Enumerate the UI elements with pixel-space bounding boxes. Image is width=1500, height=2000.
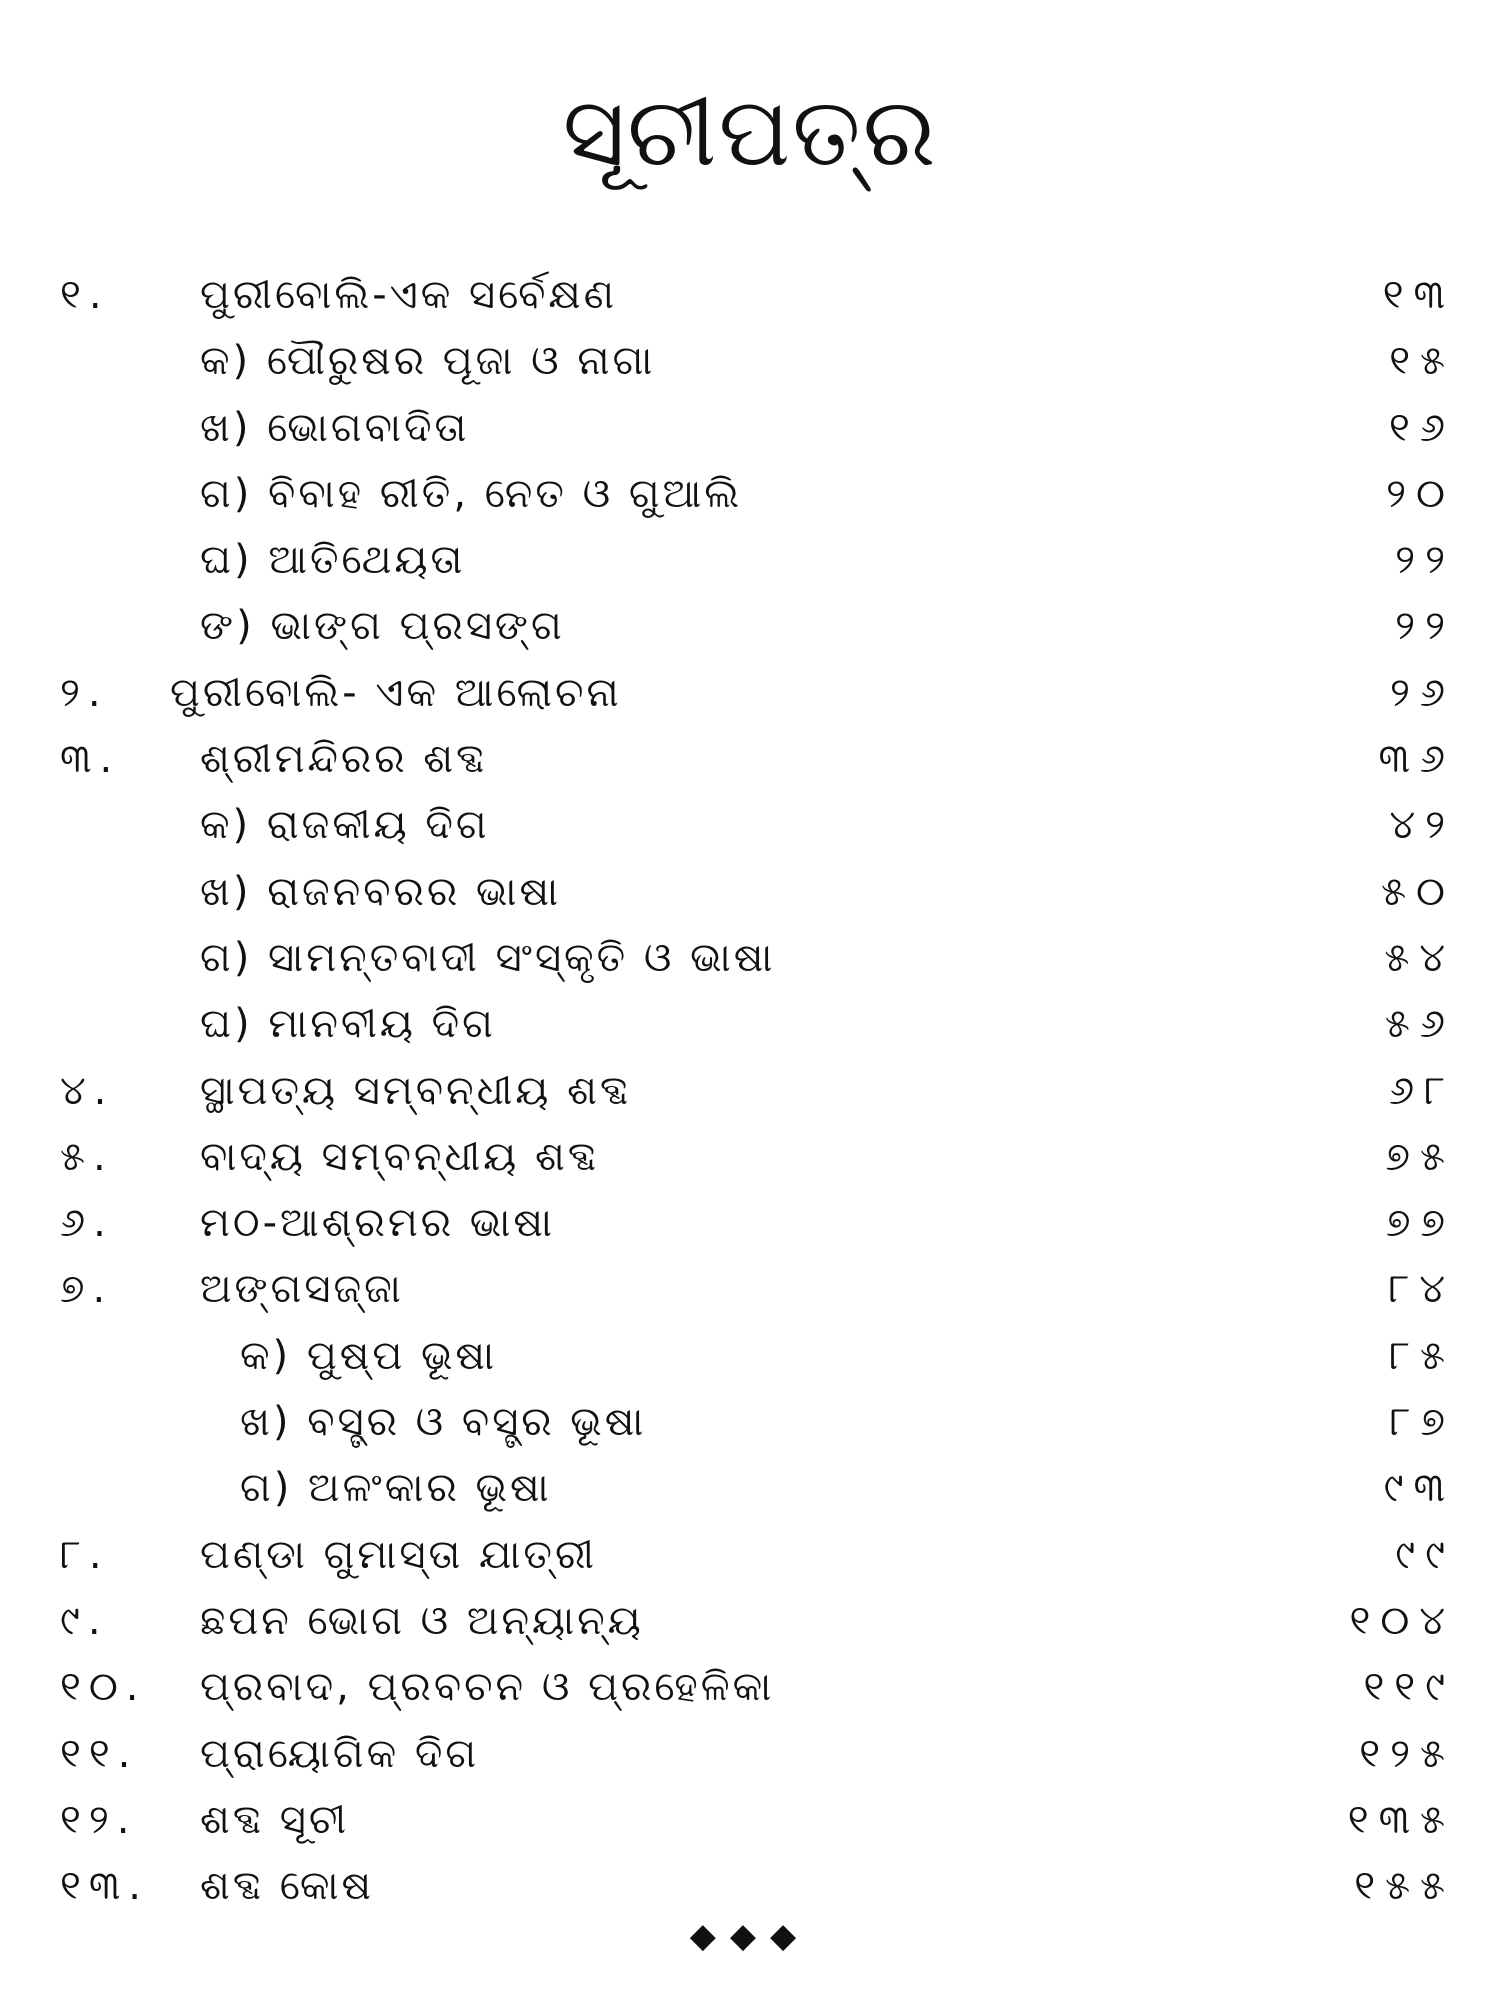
entry-page: ୭୭ bbox=[1386, 1200, 1455, 1247]
entry-number: ୩. bbox=[60, 736, 121, 783]
entry-number: ୪. bbox=[60, 1067, 115, 1114]
entry-page: ୮୭ bbox=[1389, 1399, 1455, 1446]
table-of-contents bbox=[0, 262, 1500, 1919]
entry-number: ୧. bbox=[60, 272, 110, 318]
entry-title: ଶବ୍ଦ ସୂଚୀ bbox=[200, 1796, 350, 1843]
toc-subentry bbox=[0, 1389, 1500, 1455]
toc-subentry bbox=[0, 461, 1500, 527]
entry-page: ୧୩୫ bbox=[1347, 1796, 1455, 1843]
entry-title: ଗ) ଅଳଂକାର ଭୂଷା bbox=[240, 1465, 552, 1512]
entry-page: ୧୨୫ bbox=[1359, 1730, 1455, 1777]
toc-entry-3 bbox=[0, 726, 1500, 792]
entry-title: ପୁରୀବୋଲି- ଏକ ଆଲୋଚନା bbox=[170, 669, 622, 716]
entry-title: ଖ) ରାଜନବରର ଭାଷା bbox=[200, 868, 562, 915]
entry-page: ୮୪ bbox=[1388, 1266, 1455, 1313]
entry-page: ୮୫ bbox=[1389, 1332, 1455, 1379]
entry-title: ମଠ-ଆଶ୍ରମର ଭାଷା bbox=[200, 1200, 556, 1247]
entry-number: ୯. bbox=[60, 1597, 109, 1644]
entry-page: ୧୦୪ bbox=[1349, 1597, 1455, 1644]
entry-title: ଶ୍ରୀମନ୍ଦିରର ଶବ୍ଦ bbox=[200, 736, 488, 783]
toc-subentry bbox=[0, 527, 1500, 593]
entry-number: ୧୩. bbox=[60, 1863, 149, 1910]
entry-title: ଗ) ବିବାହ ରୀତି, ନେତ ଓ ଗୁଆଲି bbox=[200, 470, 743, 517]
entry-title: ପ୍ରବାଦ, ପ୍ରବଚନ ଓ ପ୍ରହେଳିକା bbox=[200, 1664, 775, 1711]
toc-entry-5 bbox=[0, 1124, 1500, 1190]
entry-title: କ) ପୁଷ୍ପ ଭୂଷା bbox=[240, 1332, 498, 1379]
toc-subentry bbox=[0, 1323, 1500, 1389]
entry-number: ୮. bbox=[60, 1531, 110, 1578]
entry-page: ୧୩ bbox=[1382, 272, 1455, 318]
entry-title: ସ୍ଥାପତ୍ୟ ସମ୍ବନ୍ଧୀୟ ଶବ୍ଦ bbox=[200, 1067, 632, 1114]
toc-entry-1 bbox=[0, 262, 1500, 328]
entry-title: ଗ) ସାମନ୍ତବାଦୀ ସଂସ୍କୃତି ଓ ଭାଷା bbox=[200, 934, 776, 981]
toc-subentry bbox=[0, 328, 1500, 394]
entry-title: ଶବ୍ଦ କୋଷ bbox=[200, 1863, 375, 1910]
entry-page: ୭୫ bbox=[1385, 1133, 1455, 1180]
toc-entry-4 bbox=[0, 1058, 1500, 1124]
entry-page: ୨୬ bbox=[1389, 669, 1455, 716]
end-ornament: ◆◆◆ bbox=[689, 1916, 811, 1956]
entry-title: ପୁରୀବୋଲି-ଏକ ସର୍ବେକ୍ଷଣ bbox=[200, 272, 617, 318]
entry-number: ୨. bbox=[60, 669, 109, 716]
toc-subentry bbox=[0, 395, 1500, 461]
toc-subentry bbox=[0, 593, 1500, 659]
entry-title: ପ୍ରାୟୋଗିକ ଦିଗ bbox=[200, 1730, 480, 1777]
entry-title: କ) ପୌରୁଷର ପୂଜା ଓ ନାଗା bbox=[200, 338, 656, 385]
toc-entry-10 bbox=[0, 1654, 1500, 1720]
entry-title: ଅଙ୍ଗସଜ୍ଜା bbox=[200, 1266, 404, 1313]
entry-page: ୫୦ bbox=[1381, 868, 1455, 915]
entry-number: ୫. bbox=[60, 1133, 114, 1180]
toc-entry-6 bbox=[0, 1190, 1500, 1256]
toc-entry-7 bbox=[0, 1256, 1500, 1322]
entry-title: ବାଦ୍ୟ ସମ୍ବନ୍ଧୀୟ ଶବ୍ଦ bbox=[200, 1133, 600, 1180]
entry-page: ୨୨ bbox=[1395, 537, 1455, 584]
entry-title: ଖ) ବସ୍ତ୍ର ଓ ବସ୍ତ୍ର ଭୂଷା bbox=[240, 1399, 647, 1446]
entry-page: ୩୬ bbox=[1378, 736, 1455, 783]
entry-page: ୨୦ bbox=[1386, 470, 1455, 517]
toc-subentry bbox=[0, 991, 1500, 1057]
entry-page: ୫୪ bbox=[1384, 934, 1455, 981]
toc-subentry bbox=[0, 859, 1500, 925]
entry-page: ୨୨ bbox=[1395, 603, 1455, 650]
entry-page: ୫୬ bbox=[1384, 1001, 1455, 1048]
entry-title: ଘ) ଆତିଥେୟତା bbox=[200, 537, 466, 584]
entry-number: ୧୧. bbox=[60, 1730, 139, 1777]
entry-page: ୪୨ bbox=[1389, 802, 1455, 849]
page-title: ସୂଚୀପତ୍ର bbox=[562, 76, 938, 188]
toc-entry-9 bbox=[0, 1588, 1500, 1654]
entry-page: ୯୩ bbox=[1383, 1465, 1455, 1512]
entry-page: ୯୯ bbox=[1395, 1531, 1455, 1578]
entry-title: ଙ) ଭାଙ୍ଗ ପ୍ରସଙ୍ଗ bbox=[200, 603, 565, 650]
entry-number: ୧୦. bbox=[60, 1664, 147, 1711]
toc-entry-2 bbox=[0, 660, 1500, 726]
entry-title: କ) ରାଜକୀୟ ଦିଗ bbox=[200, 802, 490, 849]
toc-subentry bbox=[0, 925, 1500, 991]
entry-page: ୧୬ bbox=[1389, 404, 1455, 451]
toc-subentry bbox=[0, 1455, 1500, 1521]
entry-number: ୧୨. bbox=[60, 1796, 138, 1843]
toc-entry-8 bbox=[0, 1522, 1500, 1588]
entry-title: ଛପନ ଭୋଗ ଓ ଅନ୍ୟାନ୍ୟ bbox=[200, 1597, 644, 1644]
entry-title: ପଣ୍ଡା ଗୁମାସ୍ତା ଯାତ୍ରୀ bbox=[200, 1531, 597, 1578]
entry-page: ୧୫୫ bbox=[1354, 1863, 1455, 1910]
entry-number: ୬. bbox=[60, 1200, 114, 1247]
entry-page: ୬୮ bbox=[1389, 1067, 1455, 1114]
toc-subentry bbox=[0, 792, 1500, 858]
entry-page: ୧୧୯ bbox=[1363, 1664, 1455, 1711]
toc-entry-12 bbox=[0, 1787, 1500, 1853]
entry-page: ୧୫ bbox=[1389, 338, 1455, 385]
toc-entry-13 bbox=[0, 1853, 1500, 1919]
entry-number: ୭. bbox=[60, 1266, 114, 1313]
entry-title: ଖ) ଭୋଗବାଦିତା bbox=[200, 404, 470, 451]
toc-entry-11 bbox=[0, 1721, 1500, 1787]
entry-title: ଘ) ମାନବୀୟ ଦିଗ bbox=[200, 1001, 496, 1048]
